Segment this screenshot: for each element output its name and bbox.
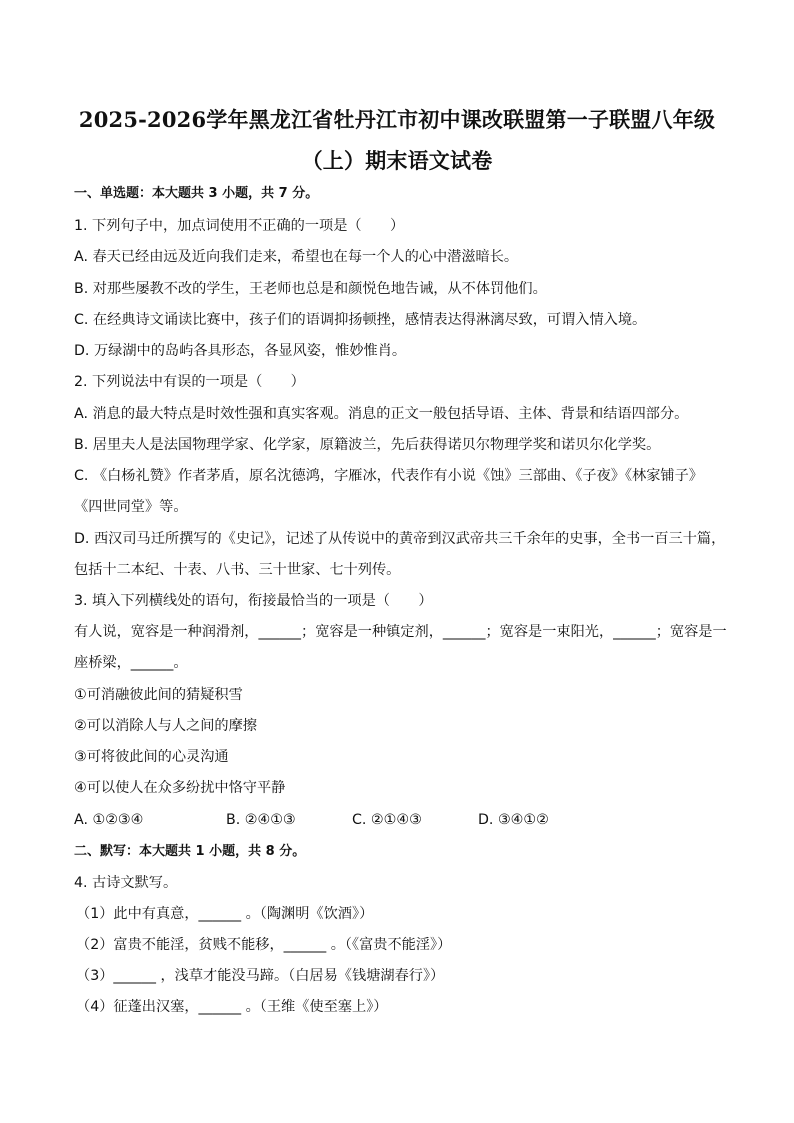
question-4-item-1: （1）此中有真意，______ 。（陶渊明《饮酒》） [76, 906, 374, 922]
question-3-sentence-2: ②可以消除人与人之间的摩擦 [74, 718, 257, 734]
question-3-text-line2: 座桥梁，______。 [74, 655, 188, 671]
question-3-option-b: B. ②④①③ [226, 812, 296, 828]
question-4-item-3: （3）______ ，浅草才能没马蹄。（白居易《钱塘湖春行》） [76, 968, 445, 984]
question-3-text-line1: 有人说，宽容是一种润滑剂，______；宽容是一种镇定剂，______；宽容是一束阳光，______；宽容是一 [74, 624, 727, 640]
question-3-stem: 3. 填入下列横线处的语句，衔接最恰当的一项是（ ） [74, 593, 433, 609]
question-2-stem: 2. 下列说法中有误的一项是（ ） [74, 374, 305, 390]
question-4-item-2: （2）富贵不能淫，贫贱不能移，______ 。（《富贵不能淫》） [76, 937, 452, 953]
question-3-sentence-1: ①可消融彼此间的猜疑积雪 [74, 687, 243, 703]
question-2-option-d-line2: 包括十二本纪、十表、八书、三十世家、七十列传。 [74, 562, 401, 578]
question-1-option-d: D. 万绿湖中的岛屿各具形态，各显风姿，惟妙惟肖。 [74, 343, 407, 359]
section-heading-single-choice: 一、单选题：本大题共 3 小题，共 7 分。 [74, 186, 319, 201]
exam-title-line1: 2025-2026学年黑龙江省牡丹江市初中课改联盟第一子联盟八年级 [78, 107, 716, 132]
question-4-item-4: （4）征蓬出汉塞，______ 。（王维《使至塞上》） [76, 999, 388, 1015]
exam-title-line2: （上）期末语文试卷 [301, 148, 493, 173]
question-1-option-c: C. 在经典诗文诵读比赛中，孩子们的语调抑扬顿挫，感情表达得淋漓尽致，可谓入情入境。 [74, 312, 647, 328]
question-3-option-c: C. ②①④③ [352, 812, 422, 828]
question-3-option-d: D. ③④①② [478, 812, 549, 828]
section-heading-dictation: 二、默写：本大题共 1 小题，共 8 分。 [74, 844, 306, 859]
question-3-sentence-4: ④可以使人在众多纷扰中恪守平静 [74, 780, 286, 796]
question-1-stem: 1. 下列句子中，加点词使用不正确的一项是（ ） [74, 218, 405, 234]
question-3-option-a: A. ①②③④ [74, 812, 144, 828]
question-1-option-b: B. 对那些屡教不改的学生，王老师也总是和颜悦色地告诫，从不体罚他们。 [74, 281, 547, 297]
question-4-stem: 4. 古诗文默写。 [74, 875, 178, 891]
question-3-sentence-3: ③可将彼此间的心灵沟通 [74, 749, 229, 765]
question-2-option-d-line1: D. 西汉司马迁所撰写的《史记》，记述了从传说中的黄帝到汉武帝共三千余年的史事，全书一百三十篇， [74, 531, 726, 547]
question-2-option-a: A. 消息的最大特点是时效性强和真实客观。消息的正文一般包括导语、主体、背景和结语四部分。 [74, 406, 689, 422]
question-1-option-a: A. 春天已经由远及近向我们走来，希望也在每一个人的心中潜滋暗长。 [74, 249, 519, 265]
question-2-option-b: B. 居里夫人是法国物理学家、化学家，原籍波兰，先后获得诺贝尔物理学奖和诺贝尔化学奖。 [74, 437, 661, 453]
question-2-option-c-line1: C. 《白杨礼赞》作者茅盾，原名沈德鸿，字雁冰，代表作有小说《蚀》三部曲、《子夜》《林家铺子》 [74, 468, 703, 484]
question-2-option-c-line2: 《四世同堂》等。 [74, 499, 188, 515]
